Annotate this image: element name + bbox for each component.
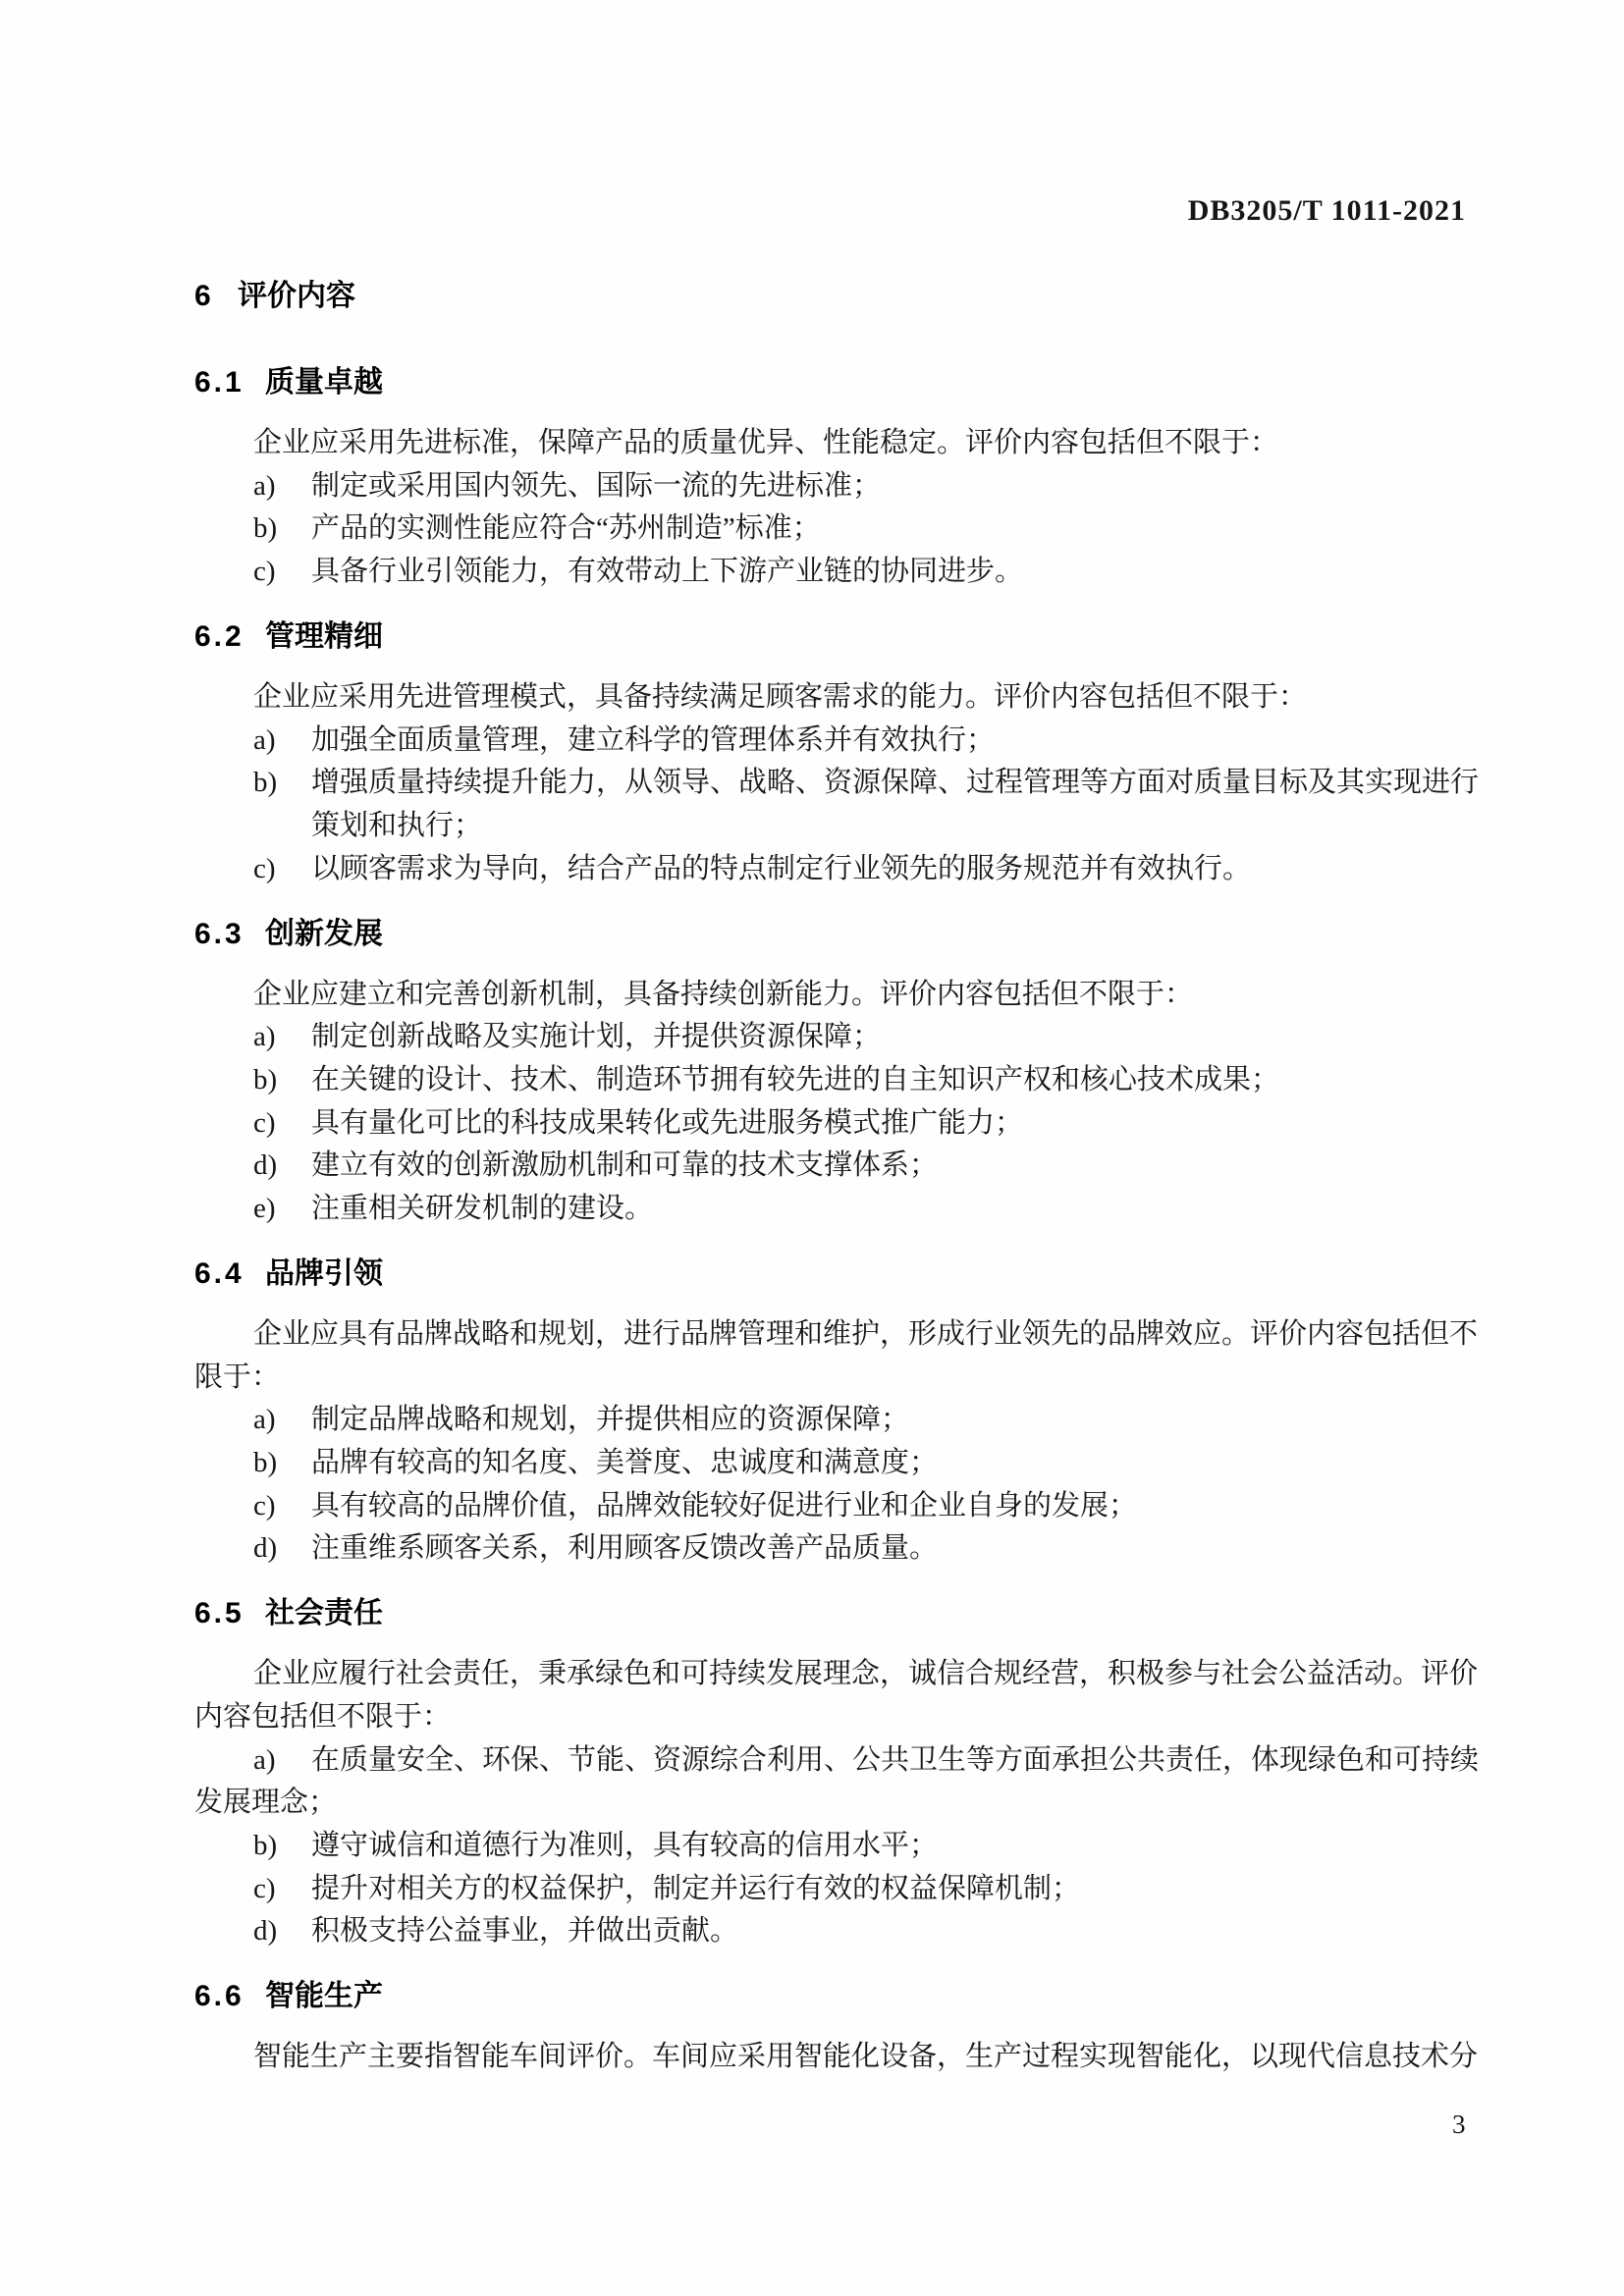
paragraph-line: [253, 682, 1307, 713]
line-text: 具有较高的品牌价值，品牌效能较好促进行业和企业自身的发展；: [311, 1490, 1138, 1522]
line-text: 以顾客需求为导向，结合产品的特点制定行业领先的服务规范并有效执行。: [311, 853, 1252, 884]
line-text: 在关键的设计、技术、制造环节拥有较先进的自主知识产权和核心技术成果；: [311, 1064, 1280, 1095]
section-number: 6.2: [194, 620, 244, 653]
list-item-label: c): [253, 1490, 276, 1522]
section-title: 管理精细: [265, 620, 383, 653]
list-item-line: [253, 513, 821, 544]
list-item-line: [253, 725, 995, 756]
list-item-continuation-line: [311, 811, 482, 841]
line-text: 企业应履行社会责任，秉承绿色和可持续发展理念，诚信合规经营，积极参与社会公益活动。评价: [253, 1658, 1479, 1689]
list-item-line: [253, 557, 1023, 587]
list-item-line: [253, 1874, 1080, 1904]
section-heading-6.4: [194, 1258, 383, 1289]
list-item-line: [253, 1745, 1479, 1776]
section-number: 6.5: [194, 1597, 244, 1629]
list-item-line: [253, 1448, 938, 1478]
line-text: 具备行业引领能力，有效带动上下游产业链的协同进步。: [311, 556, 1024, 587]
paragraph-line: [253, 1319, 1478, 1350]
line-text: 内容包括但不限于：: [194, 1701, 452, 1733]
list-item-label: a): [253, 1404, 276, 1435]
line-text: 发展理念；: [194, 1787, 338, 1818]
line-text: 提升对相关方的权益保护，制定并运行有效的权益保障机制；: [311, 1873, 1081, 1904]
page-number: 3: [1452, 2109, 1466, 2139]
list-item-line: [253, 1194, 653, 1224]
list-item-line: [253, 1150, 938, 1181]
list-item-label: a): [253, 1021, 276, 1052]
document-code-header: DB3205/T 1011-2021: [1187, 194, 1466, 227]
section-heading-6.5: [194, 1598, 383, 1629]
list-item-line: [253, 1405, 909, 1435]
paragraph-line: [253, 980, 1193, 1010]
section-title: 智能生产: [265, 1980, 383, 2012]
paragraph-line: [253, 428, 1278, 458]
line-text: 制定品牌战略和规划，并提供相应的资源保障；: [311, 1404, 910, 1435]
list-item-label: c): [253, 1873, 276, 1904]
list-item-line: [253, 1491, 1137, 1522]
section-heading-6.3: [194, 919, 383, 949]
line-text: 产品的实测性能应符合“苏州制造”标准；: [311, 512, 821, 544]
line-text: 在质量安全、环保、节能、资源综合利用、公共卫生等方面承担公共责任，体现绿色和可持续: [311, 1744, 1480, 1776]
list-item-line: [253, 768, 1479, 798]
list-item-label: b): [253, 767, 278, 798]
section-number: 6.3: [194, 918, 244, 950]
list-item-label: c): [253, 853, 276, 884]
line-text: 智能生产主要指智能车间评价。车间应采用智能化设备，生产过程实现智能化，以现代信息技术分: [253, 2041, 1479, 2072]
list-item-label: a): [253, 1744, 276, 1776]
line-text: 加强全面质量管理，建立科学的管理体系并有效执行；: [311, 724, 996, 756]
chapter-number: 6: [194, 280, 214, 312]
list-item-label: b): [253, 512, 278, 544]
list-item-line: [253, 1022, 881, 1052]
list-item-label: b): [253, 1830, 278, 1861]
line-text: 注重维系顾客关系，利用顾客反馈改善产品质量。: [311, 1532, 939, 1564]
line-text: 制定或采用国内领先、国际一流的先进标准；: [311, 470, 882, 502]
line-text: 企业应采用先进管理模式，具备持续满足顾客需求的能力。评价内容包括但不限于：: [253, 681, 1308, 713]
list-item-line: [253, 471, 881, 502]
section-heading-6.6: [194, 1981, 383, 2011]
paragraph-line: [253, 1659, 1478, 1689]
line-text: 品牌有较高的知名度、美誉度、忠诚度和满意度；: [311, 1447, 939, 1478]
list-item-label: c): [253, 1107, 276, 1139]
section-heading-6.2: [194, 621, 383, 652]
list-item-label: d): [253, 1915, 278, 1947]
paragraph-continuation-line: [194, 1702, 451, 1733]
section-title: 社会责任: [265, 1597, 383, 1629]
section-title: 创新发展: [265, 918, 383, 950]
chapter-title: 评价内容: [238, 280, 355, 312]
line-text: 遵守诚信和道德行为准则，具有较高的信用水平；: [311, 1830, 939, 1861]
section-number: 6.1: [194, 366, 244, 399]
line-text: 具有量化可比的科技成果转化或先进服务模式推广能力；: [311, 1107, 1024, 1139]
section-title: 品牌引领: [265, 1257, 383, 1290]
list-item-label: e): [253, 1193, 276, 1224]
line-text: 制定创新战略及实施计划，并提供资源保障；: [311, 1021, 882, 1052]
line-text: 增强质量持续提升能力，从领导、战略、资源保障、过程管理等方面对质量目标及其实现进行: [311, 767, 1480, 798]
line-text: 策划和执行；: [311, 810, 483, 841]
list-item-line: [253, 1065, 1279, 1095]
list-item-label: a): [253, 470, 276, 502]
list-item-line: [253, 854, 1251, 884]
section-number: 6.6: [194, 1980, 244, 2012]
section-heading-6.1: [194, 367, 383, 398]
chapter-heading: [194, 281, 355, 311]
paragraph-continuation-line: [194, 1362, 280, 1393]
line-text: 注重相关研发机制的建设。: [311, 1193, 654, 1224]
paragraph-continuation-line: [194, 1788, 337, 1818]
line-text: 企业应具有品牌战略和规划，进行品牌管理和维护，形成行业领先的品牌效应。评价内容包括但不: [253, 1318, 1479, 1350]
list-item-line: [253, 1831, 938, 1861]
list-item-line: [253, 1916, 738, 1947]
list-item-label: d): [253, 1149, 278, 1181]
list-item-label: c): [253, 556, 276, 587]
list-item-label: a): [253, 724, 276, 756]
list-item-label: b): [253, 1064, 278, 1095]
line-text: 企业应建立和完善创新机制，具备持续创新能力。评价内容包括但不限于：: [253, 979, 1194, 1010]
list-item-label: b): [253, 1447, 278, 1478]
section-number: 6.4: [194, 1257, 244, 1290]
line-text: 建立有效的创新激励机制和可靠的技术支撑体系；: [311, 1149, 939, 1181]
list-item-label: d): [253, 1532, 278, 1564]
list-item-line: [253, 1108, 1023, 1139]
line-text: 企业应采用先进标准，保障产品的质量优异、性能稳定。评价内容包括但不限于：: [253, 427, 1279, 458]
paragraph-line: [253, 2042, 1478, 2072]
line-text: 限于：: [194, 1362, 281, 1393]
line-text: 积极支持公益事业，并做出贡献。: [311, 1915, 739, 1947]
section-title: 质量卓越: [265, 366, 383, 399]
list-item-line: [253, 1533, 938, 1564]
